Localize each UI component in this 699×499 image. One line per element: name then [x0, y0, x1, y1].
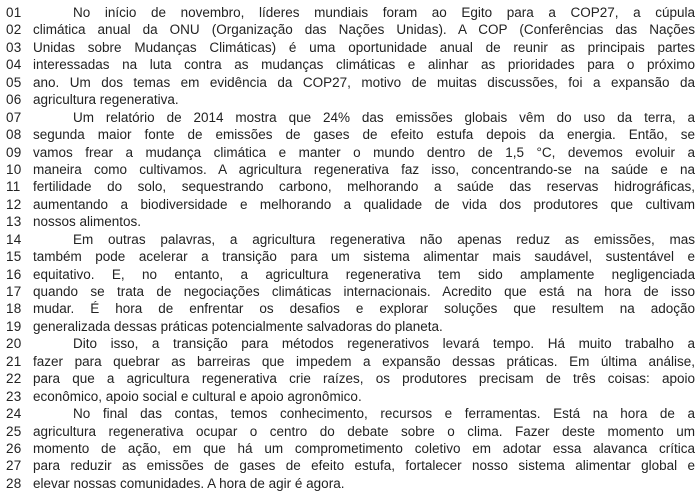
text-line	[6, 39, 695, 56]
line-text: interessadas na luta contra as mudanças climáticas e alinhar as prioridades para o próximo	[33, 57, 695, 73]
line-text: Em outras palavras, a agricultura regenerativa não apenas reduz as emissões, mas	[73, 231, 695, 247]
line-text: agricultura regenerativa ocupar o centro do debate sobre o clima. Fazer deste momento um	[33, 423, 695, 439]
line-text: No final das contas, temos conhecimento, recursos e ferramentas. Está na hora de a	[73, 406, 695, 422]
text-line	[6, 144, 695, 161]
text-line	[6, 21, 695, 38]
text-line	[6, 353, 695, 370]
line-number: 09	[6, 144, 22, 160]
line-number: 16	[6, 266, 22, 282]
line-number: 27	[6, 458, 22, 474]
line-text: climática anual da ONU (Organização das Nações Unidas). A COP (Conferências das Nações	[33, 22, 695, 38]
line-text: Unidas sobre Mudanças Climáticas) é uma oportunidade anual de reunir as principais partes	[33, 39, 695, 55]
line-text: aumentando a biodiversidade e melhorando a qualidade de vida dos produtores que cultivam	[33, 196, 695, 212]
line-text: mudar. É hora de enfrentar os desafios e explorar soluções que resultem na adoção	[33, 301, 695, 317]
text-line	[6, 4, 695, 21]
text-line	[6, 109, 695, 126]
line-number: 12	[6, 196, 22, 212]
line-text: fazer para quebrar as barreiras que impedem a expansão dessas práticas. Em última análise,	[33, 353, 695, 369]
line-number: 03	[6, 39, 22, 55]
line-text: agricultura regenerativa.	[33, 92, 179, 108]
text-line	[6, 74, 695, 91]
line-text: No início de novembro, líderes mundiais foram ao Egito para a COP27, a cúpula	[73, 5, 695, 20]
text-line	[6, 423, 695, 440]
text-line	[6, 475, 695, 492]
text-line	[6, 91, 695, 108]
line-text: equitativo. E, no entanto, a agricultura regenerativa tem sido amplamente negligenciada	[33, 266, 695, 282]
text-line	[6, 126, 695, 143]
line-number: 13	[6, 214, 22, 230]
line-number: 05	[6, 74, 22, 90]
line-number: 07	[6, 109, 22, 125]
line-text: vamos frear a mudança climática e manter o mundo dentro de 1,5 °C, devemos evoluir a	[33, 144, 695, 160]
line-text: Um relatório de 2014 mostra que 24% das emissões globais vêm do uso da terra, a	[73, 109, 695, 125]
text-line	[6, 440, 695, 457]
line-number: 21	[6, 353, 22, 369]
text-line	[6, 283, 695, 300]
line-text: para que a agricultura regenerativa crie raízes, os produtores precisam de três coisas: apoio	[33, 371, 695, 387]
line-number: 20	[6, 336, 22, 352]
text-line	[6, 231, 695, 248]
line-number: 22	[6, 371, 22, 387]
line-number: 11	[6, 179, 21, 195]
line-number: 04	[6, 57, 22, 73]
line-text: nossos alimentos.	[33, 214, 142, 230]
text-line	[6, 335, 695, 352]
line-text: quando se trata de negociações climáticas internacionais. Acredito que está na hora de isso	[33, 284, 695, 299]
line-number: 06	[6, 92, 22, 108]
text-line	[6, 196, 695, 213]
line-number: 15	[6, 249, 22, 265]
line-number: 23	[6, 388, 22, 404]
line-number: 02	[6, 22, 22, 38]
text-line	[6, 161, 695, 178]
line-text: ano. Um dos temas em evidência da COP27, motivo de muitas discussões, foi a expansão da	[33, 74, 695, 90]
line-number: 26	[6, 440, 22, 456]
line-text: generalizada dessas práticas potencialmente salvadoras do planeta.	[33, 318, 443, 334]
line-number: 19	[6, 318, 22, 334]
text-line	[6, 248, 695, 265]
line-number: 18	[6, 301, 22, 317]
text-line	[6, 178, 695, 195]
line-text: econômico, apoio social e cultural e apoio agronômico.	[33, 388, 362, 404]
line-number: 10	[6, 161, 22, 177]
line-number: 14	[6, 231, 22, 247]
line-text: fertilidade do solo, sequestrando carbono, melhorando a saúde das reservas hidrográficas,	[33, 179, 695, 195]
line-text: momento de ação, em que há um comprometimento coletivo em adotar essa alavanca crítica	[33, 440, 695, 456]
line-text: também pode acelerar a transição para um sistema alimentar mais saudável, sustentável e	[33, 249, 695, 265]
text-line	[6, 56, 695, 73]
text-line	[6, 266, 695, 283]
line-number: 24	[6, 406, 22, 422]
line-text: elevar nossas comunidades. A hora de agir é agora.	[33, 475, 345, 491]
text-line	[6, 300, 695, 317]
text-line	[6, 318, 695, 335]
line-number: 17	[6, 284, 22, 299]
text-line	[6, 405, 695, 422]
line-text: segunda maior fonte de emissões de gases de efeito estufa depois da energia. Então, se	[33, 127, 695, 143]
line-text: para reduzir as emissões de gases de efeito estufa, fortalecer nosso sistema alimentar global e	[33, 458, 695, 474]
text-line	[6, 457, 695, 474]
line-number: 08	[6, 127, 22, 143]
text-line	[6, 388, 695, 405]
line-number: 28	[6, 475, 22, 491]
line-text: Dito isso, a transição para métodos regenerativos levará tempo. Há muito trabalho a	[73, 336, 695, 352]
text-line	[6, 370, 695, 387]
line-number: 01	[6, 5, 22, 20]
text-line	[6, 213, 695, 230]
line-text: maneira como cultivamos. A agricultura regenerativa faz isso, concentrando-se na saúde e na	[33, 161, 695, 177]
line-number: 25	[6, 423, 22, 439]
